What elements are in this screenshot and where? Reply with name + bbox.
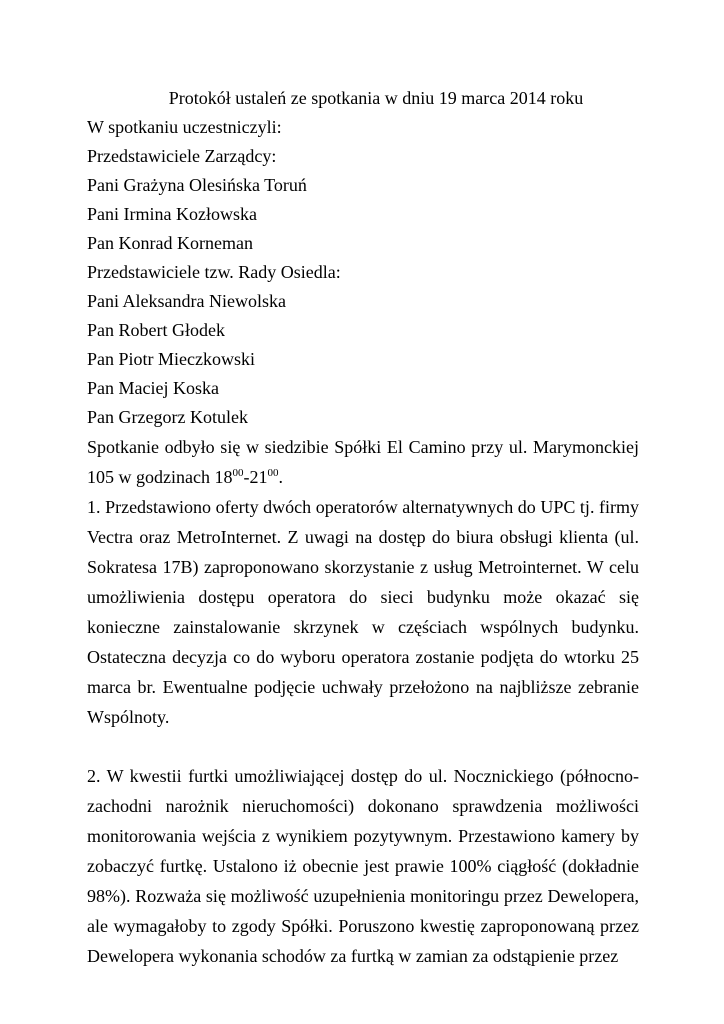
- paragraph-spacer: [87, 732, 639, 761]
- end-hour: 21: [249, 467, 268, 487]
- paragraph-operators: 1. Przedstawiono oferty dwóch operatorów alternatywnych do UPC tj. firmy Vectra oraz MetroInternet. Z uwagi na dostęp do biura obsługi klienta (ul. Sokratesa 17B) zaproponowano skorzystanie z usług Metrointernet. W celu umożliwienia dostępu operatora do sieci budynku może okazać się konieczne zainstalowanie skrzynek w częściach wspólnych budynku. Ostateczna decyzja co do wyboru operatora zostanie podjęta do wtorku 25 marca br. Ewentualne podjęcie uchwały przełożono na najbliższe zebranie Wspólnoty.: [87, 497, 639, 727]
- start-minutes: 00: [232, 467, 244, 479]
- attendee-name: Pani Aleksandra Niewolska: [87, 291, 286, 311]
- start-hour: 18: [214, 467, 233, 487]
- location-end: .: [278, 467, 283, 487]
- meeting-location: [87, 432, 639, 492]
- attendees-intro: W spotkaniu uczestniczyli:: [87, 117, 282, 137]
- attendee-name: Pani Grażyna Olesińska Toruń: [87, 175, 307, 195]
- attendee-name: Pan Piotr Mieczkowski: [87, 349, 255, 369]
- council-heading: Przedstawiciele tzw. Rady Osiedla:: [87, 262, 341, 282]
- attendee-name: Pan Robert Głodek: [87, 320, 225, 340]
- attendee-name: Pan Konrad Korneman: [87, 233, 253, 253]
- end-minutes: 00: [267, 467, 279, 479]
- document-title: Protokół ustaleń ze spotkania w dniu 19 marca 2014 roku: [168, 88, 584, 108]
- location-text: Spotkanie odbyło się w siedzibie Spółki El Camino przy ul. Marymonckiej 105 w godzinach: [87, 437, 639, 487]
- management-heading: Przedstawiciele Zarządcy:: [87, 146, 277, 166]
- attendee-name: Pan Grzegorz Kotulek: [87, 407, 248, 427]
- attendee-name: Pani Irmina Kozłowska: [87, 204, 257, 224]
- paragraph-gate: 2. W kwestii furtki umożliwiającej dostęp do ul. Nocznickiego (północno-zachodni narożnik nieruchomości) dokonano sprawdzenia możliwości monitorowania wejścia z wynikiem pozytywnym. Przestawiono kamery by zobaczyć furtkę. Ustalono iż obecnie jest prawie 100% ciągłość (dokładnie 98%). Rozważa się możliwość uzupełnienia monitoringu przez Dewelopera, ale wymagałoby to zgody Spółki. Poruszono kwestię zaproponowaną przez Dewelopera wykonania schodów za furtką w zamian za odstąpienie przez: [87, 766, 639, 966]
- time-separator: -: [243, 467, 250, 487]
- document-page: [87, 84, 639, 971]
- attendee-name: Pan Maciej Koska: [87, 378, 219, 398]
